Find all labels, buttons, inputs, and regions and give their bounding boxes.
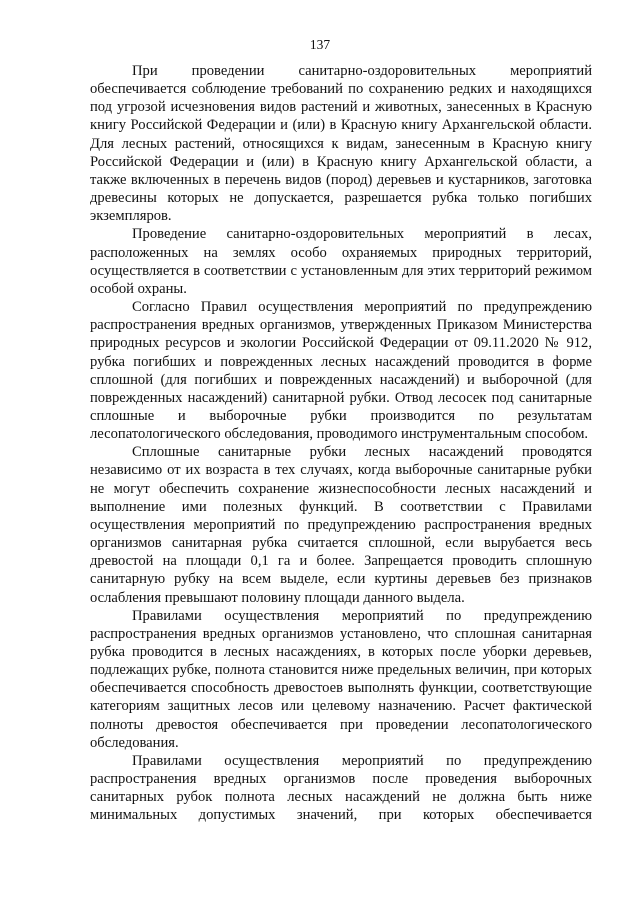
paragraph-protected-areas: Проведение санитарно-оздоровительных мероприятий в лесах, расположенных на землях особо охраняемых природных территорий, осуществляется в соответствии с установленным для этих территорий режимом особой охраны. bbox=[90, 226, 592, 297]
paragraph-selective-felling: Правилами осуществления мероприятий по предупреждению распространения вредных организмов после проведения выборочных санитарных рубок полнота лесных насаждений не должна быть ниже минимальных допустимых значений, при которых обеспечивается bbox=[90, 752, 592, 824]
paragraph-clear-sanitary-felling: Сплошные санитарные рубки лесных насаждений проводятся независимо от их возраста в тех случаях, когда выборочные санитарные рубки не могут обеспечить сохранение жизнеспособности лесных насаждений и выполнение ими полезных функций. В соответствии с Правилами осуществления мероприятий по предупреждению распространения вредных организмов санитарная рубка считается сплошной, если вырубается весь древостой на площади 0,1 га и более. Запрещается проводить сплошную санитарную рубку на всем выделе, если куртины деревьев без признаков ослабления превышают половину площади данного выдела. bbox=[90, 444, 592, 606]
page-number: 137 bbox=[309, 37, 331, 52]
paragraph-rare-species: При проведении санитарно-оздоровительных мероприятий обеспечивается соблюдение требований по сохранению редких и находящихся под угрозой исчезновения видов растений и животных, занесенных в Красную книгу Российской Федерации и (или) в Красную книгу Архангельской области. Для лесных растений, относящихся к видам, занесенным в Красную книгу Российской Федерации и (или) в Красную книгу Архангельской области, а также включенных в перечень видов (пород) деревьев и кустарников, заготовка древесины которых не допускается, разрешается рубка только погибших экземпляров. bbox=[90, 63, 592, 225]
paragraph-sanitary-felling-rules: Согласно Правил осуществления мероприятий по предупреждению распространения вредных организмов, утвержденных Приказом Министерства природных ресурсов и экологии Российской Федерации от 09.11.2020 № 912, рубка погибших и поврежденных лесных насаждений проводится в форме сплошной (для погибших и поврежденных насаждений) и выборочной (для поврежденных насаждений) санитарной рубки. Отвод лесосек под санитарные сплошные и выборочные рубки производится по результатам лесопатологического обследования, проводимого инструментальным способом. bbox=[90, 299, 592, 443]
body-text bbox=[90, 62, 592, 825]
paragraph-stand-density: Правилами осуществления мероприятий по предупреждению распространения вредных организмов установлено, что сплошная санитарная рубка проводится в лесных насаждениях, в которых после уборки деревьев, подлежащих рубке, полнота становится ниже предельных величин, при которых обеспечивается способность древостоев выполнять функции, соответствующие категориям защитных лесов или целевому назначению. Расчет фактической полноты древостоя обеспечивается при проведении лесопатологического обследования. bbox=[90, 607, 592, 751]
